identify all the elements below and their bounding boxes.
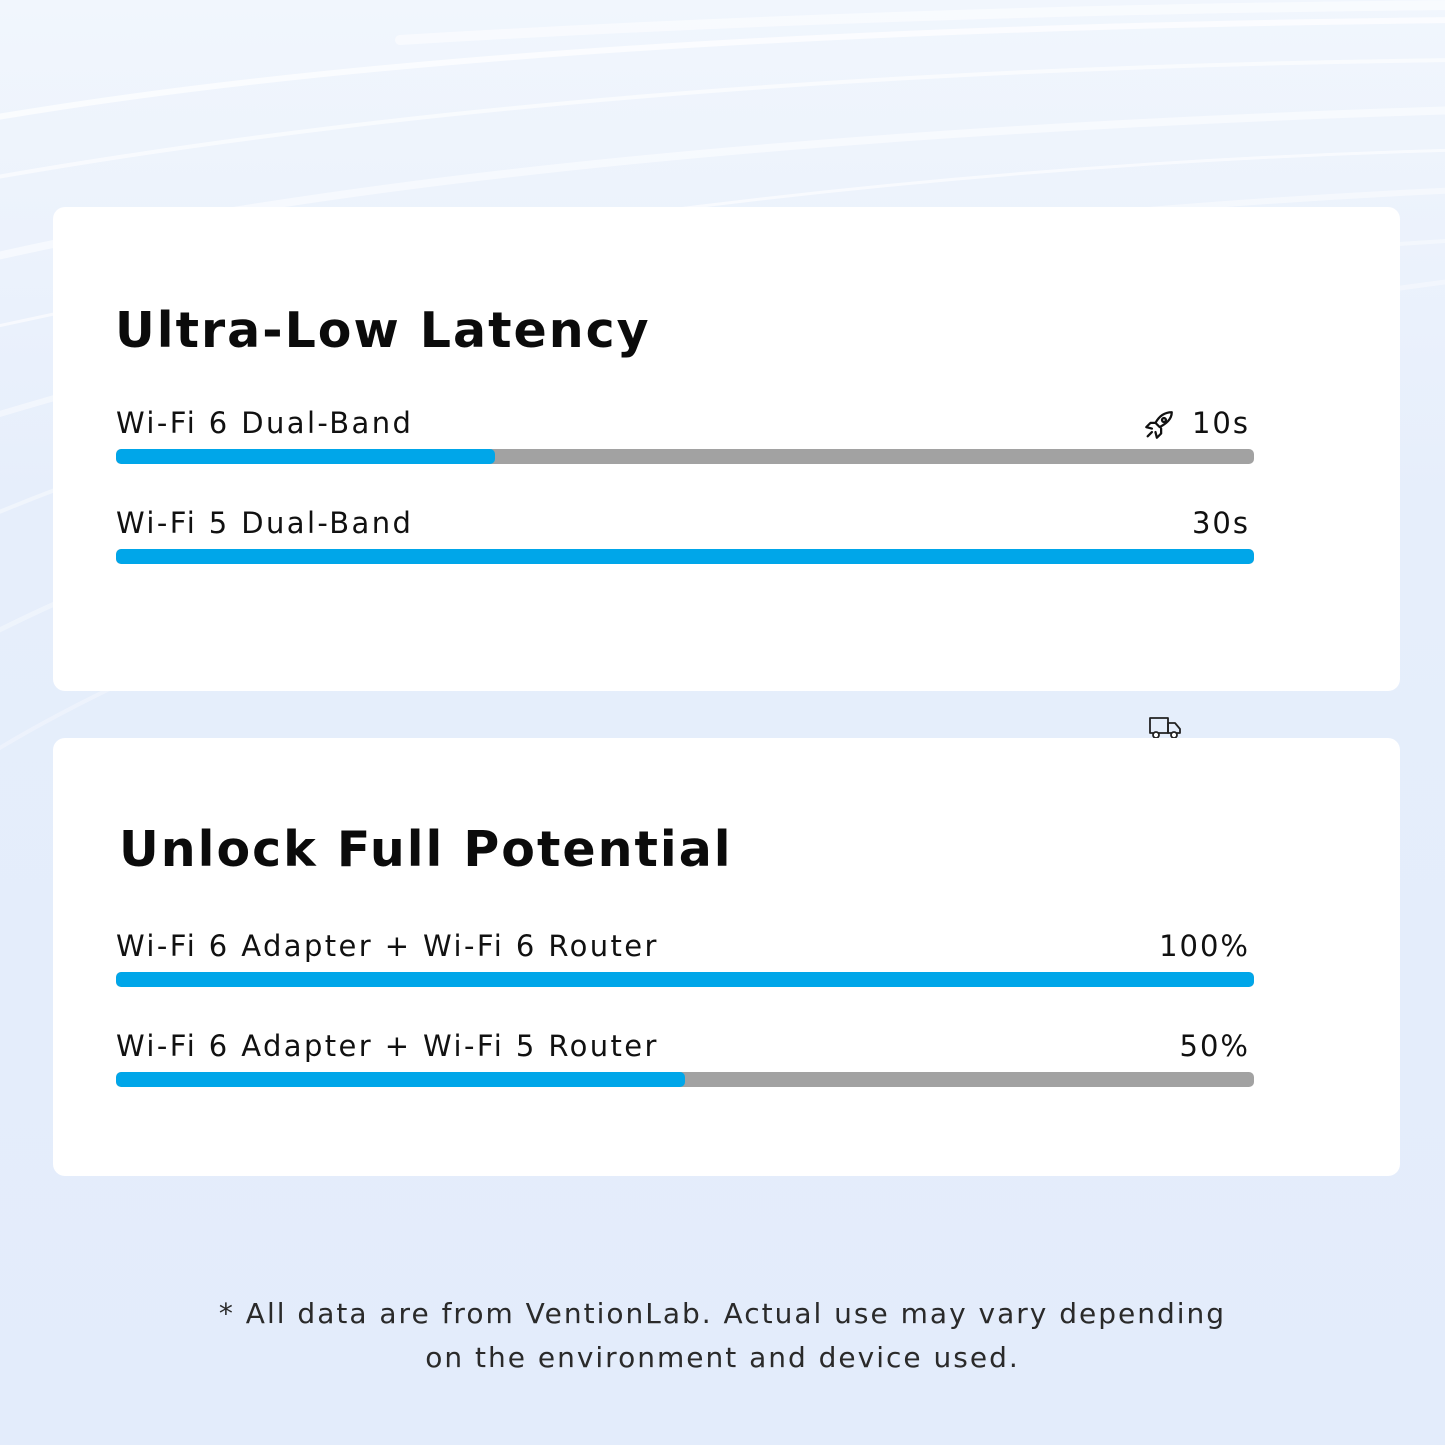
footnote-line-1: * All data are from VentionLab. Actual use may vary depending (218, 1297, 1227, 1330)
footnote-line-2: on the environment and device used. (425, 1341, 1020, 1374)
bar-row-adapter-wifi6-router (116, 929, 1254, 989)
potential-title: Unlock Full Potential (119, 821, 733, 878)
potential-card (53, 738, 1400, 1176)
bar-track (116, 1072, 1254, 1087)
bar-label: Wi-Fi 6 Dual-Band (116, 406, 414, 440)
bar-value: 50% (1179, 1029, 1250, 1063)
bar-track (116, 972, 1254, 987)
latency-title: Ultra-Low Latency (115, 302, 651, 359)
bar-track (116, 549, 1254, 564)
bar-track (116, 449, 1254, 464)
bar-row-wifi5-dual-band (116, 506, 1254, 566)
bar-label: Wi-Fi 6 Adapter + Wi-Fi 6 Router (116, 929, 659, 963)
bar-row-wifi6-dual-band (116, 406, 1254, 466)
bar-fill (116, 549, 1254, 564)
bar-label: Wi-Fi 5 Dual-Band (116, 506, 414, 540)
bar-fill (116, 449, 495, 464)
rocket-icon (1142, 408, 1176, 442)
bar-label: Wi-Fi 6 Adapter + Wi-Fi 5 Router (116, 1029, 659, 1063)
bar-value: 30s (1191, 506, 1250, 540)
bar-fill (116, 1072, 685, 1087)
footnote (0, 1292, 1445, 1380)
bar-value: 100% (1159, 929, 1250, 963)
bar-fill (116, 972, 1254, 987)
bar-value: 10s (1191, 406, 1250, 440)
latency-card (53, 207, 1400, 691)
bar-row-adapter-wifi5-router (116, 1029, 1254, 1089)
